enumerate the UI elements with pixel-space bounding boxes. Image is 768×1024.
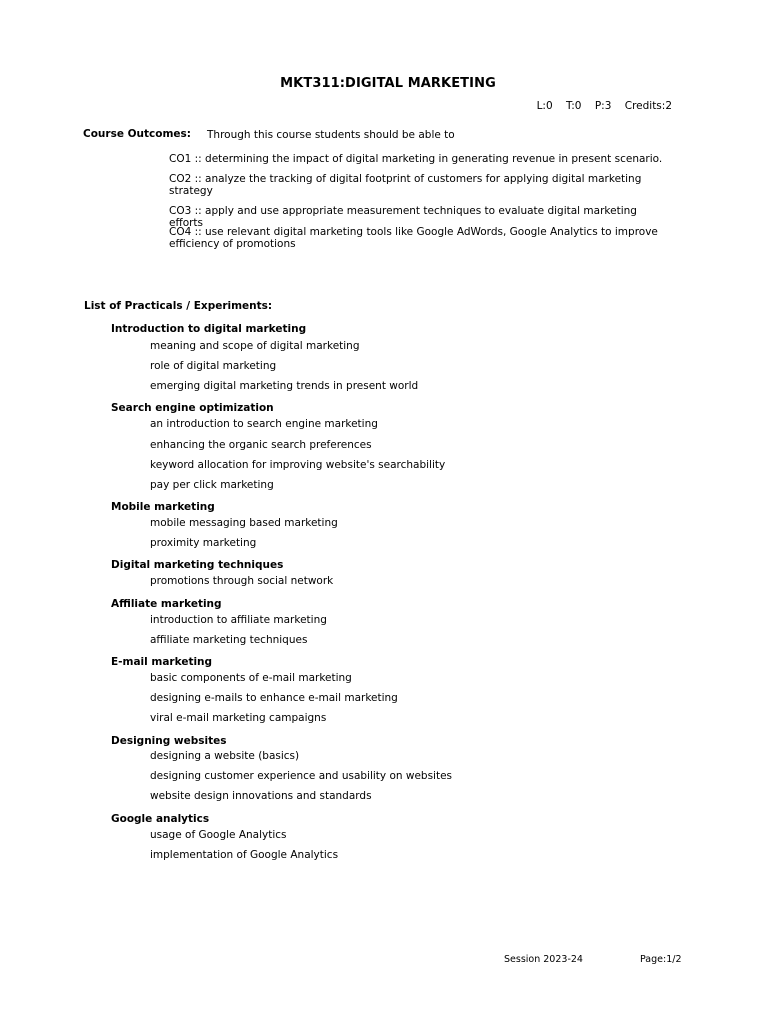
practicals-list-label: List of Practicals / Experiments: bbox=[84, 300, 273, 312]
unit-topic: emerging digital marketing trends in present world bbox=[150, 380, 419, 392]
course-outcome-3: CO3 :: apply and use appropriate measurement techniques to evaluate digital marketing efforts bbox=[169, 205, 637, 229]
tutorial-hours: T:0 bbox=[566, 100, 582, 112]
unit-topic: introduction to affiliate marketing bbox=[150, 614, 327, 626]
ltp-credits bbox=[527, 100, 672, 112]
unit-topic: website design innovations and standards bbox=[150, 790, 372, 802]
unit-topic: usage of Google Analytics bbox=[150, 829, 287, 841]
footer-page-number: Page:1/2 bbox=[640, 954, 682, 965]
unit-topic: proximity marketing bbox=[150, 537, 257, 549]
unit-topic: viral e-mail marketing campaigns bbox=[150, 712, 327, 724]
unit-topic: role of digital marketing bbox=[150, 360, 277, 372]
unit-topic: enhancing the organic search preferences bbox=[150, 439, 372, 451]
unit-topic: an introduction to search engine marketing bbox=[150, 418, 378, 430]
unit-topic: promotions through social network bbox=[150, 575, 334, 587]
unit-heading: Designing websites bbox=[111, 735, 227, 747]
unit-topic: pay per click marketing bbox=[150, 479, 274, 491]
course-outcomes-intro: Through this course students should be able to bbox=[207, 129, 455, 141]
unit-topic: designing customer experience and usability on websites bbox=[150, 770, 453, 782]
footer-session: Session 2023-24 bbox=[504, 954, 583, 965]
lecture-hours: L:0 bbox=[536, 100, 553, 112]
unit-topic: mobile messaging based marketing bbox=[150, 517, 338, 529]
credits: Credits:2 bbox=[624, 100, 672, 112]
course-outcome-2: CO2 :: analyze the tracking of digital footprint of customers for applying digital marketing strategy bbox=[169, 173, 642, 197]
unit-topic: keyword allocation for improving website's searchability bbox=[150, 459, 446, 471]
unit-topic: meaning and scope of digital marketing bbox=[150, 340, 360, 352]
course-outcome-4: CO4 :: use relevant digital marketing tools like Google AdWords, Google Analytics to improve efficiency of promotions bbox=[169, 226, 658, 250]
unit-heading: Affiliate marketing bbox=[111, 598, 222, 610]
unit-topic: designing a website (basics) bbox=[150, 750, 300, 762]
unit-heading: Google analytics bbox=[111, 813, 210, 825]
course-outcome-1: CO1 :: determining the impact of digital marketing in generating revenue in present scenario. bbox=[169, 153, 663, 165]
unit-heading: Introduction to digital marketing bbox=[111, 323, 307, 335]
course-outcomes-label: Course Outcomes: bbox=[83, 128, 191, 140]
unit-heading: Digital marketing techniques bbox=[111, 559, 284, 571]
unit-topic: basic components of e-mail marketing bbox=[150, 672, 352, 684]
unit-topic: designing e-mails to enhance e-mail marketing bbox=[150, 692, 398, 704]
unit-heading: Mobile marketing bbox=[111, 501, 215, 513]
unit-topic: implementation of Google Analytics bbox=[150, 849, 339, 861]
page-title: MKT311:DIGITAL MARKETING bbox=[280, 76, 496, 91]
unit-heading: Search engine optimization bbox=[111, 402, 274, 414]
practical-hours: P:3 bbox=[594, 100, 612, 112]
unit-topic: affiliate marketing techniques bbox=[150, 634, 308, 646]
unit-heading: E-mail marketing bbox=[111, 656, 213, 668]
